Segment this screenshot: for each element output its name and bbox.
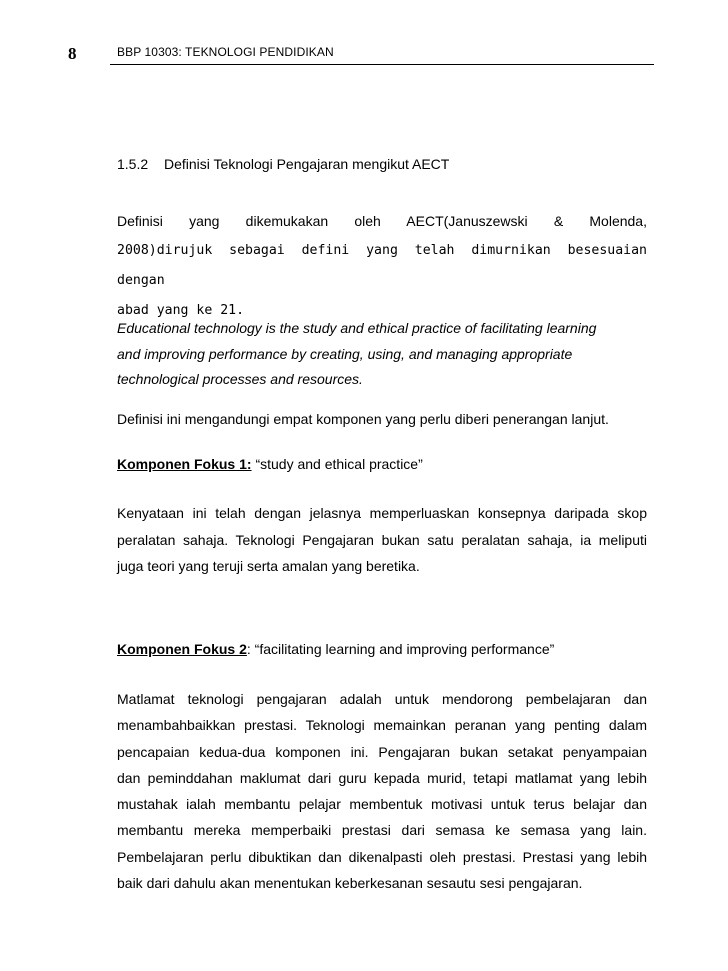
komponen-2-label: Komponen Fokus 2 [117,641,247,657]
komponen-2-text: : “facilitating learning and improving performance” [246,641,555,657]
definition-note: Definisi ini mengandungi empat komponen yang perlu diberi penerangan lanjut. [117,411,609,427]
intro-paragraph [117,206,647,326]
paragraph-line: peralatan sahaja. Teknologi Pengajaran bukan satu peralatan sahaja, ia meliputi [117,531,647,548]
section-number: 1.5.2 [117,156,149,172]
aect-definition-quote [117,316,647,393]
paragraph-line: mustahak ialah membantu pelajar membentuk motivasi untuk terus belajar dan [117,796,647,813]
section-heading [117,156,449,172]
intro-line: 2008)dirujuk sebagai defini yang telah dimurnikan besesuaian dengan [117,243,647,288]
paragraph-line: Kenyataan ini telah dengan jelasnya memperluaskan konsepnya daripada skop [117,505,647,521]
komponen-1-paragraph [117,500,647,580]
quote-line: and improving performance by creating, using, and managing appropriate [117,345,573,362]
intro-line: Definisi yang dikemukakan oleh AECT(Januszewski & Molenda, [117,213,647,229]
komponen-1-heading [117,456,423,472]
paragraph-line: baik dari dahulu akan menentukan keberkesanan sesautu sesi pengajaran. [117,875,583,892]
paragraph-line: pencapaian kedua-dua komponen ini. Pengajaran bukan setakat penyampaian [117,743,647,760]
intro-line: abad yang ke 21. [117,303,245,318]
quote-line: Educational technology is the study and ethical practice of facilitating learning [117,320,597,336]
paragraph-line: dan peminddahan maklumat dari guru kepada murid, tetapi matlamat yang lebih [117,769,647,786]
komponen-2-heading [117,641,554,657]
running-header-title: BBP 10303: TEKNOLOGI PENDIDIKAN [117,45,334,59]
page-number: 8 [68,44,77,63]
section-title: Definisi Teknologi Pengajaran mengikut AECT [164,156,450,172]
paragraph-line: membantu mereka memperbaiki prestasi dari semasa ke semasa yang lain. [117,822,647,839]
paragraph-line: Matlamat teknologi pengajaran adalah untuk mendorong pembelajaran dan [117,691,647,707]
komponen-1-text: “study and ethical practice” [251,456,423,472]
quote-line: technological processes and resources. [117,371,363,387]
paragraph-line: menambahbaikkan prestasi. Teknologi memainkan peranan yang penting dalam [117,717,647,734]
komponen-1-label: Komponen Fokus 1: [117,456,252,472]
header-divider [110,64,654,65]
komponen-2-paragraph [117,686,647,896]
paragraph-line: juga teori yang teruji serta amalan yang beretika. [117,558,420,574]
paragraph-line: Pembelajaran perlu dibuktikan dan dikenalpasti oleh prestasi. Prestasi yang lebih [117,848,647,865]
